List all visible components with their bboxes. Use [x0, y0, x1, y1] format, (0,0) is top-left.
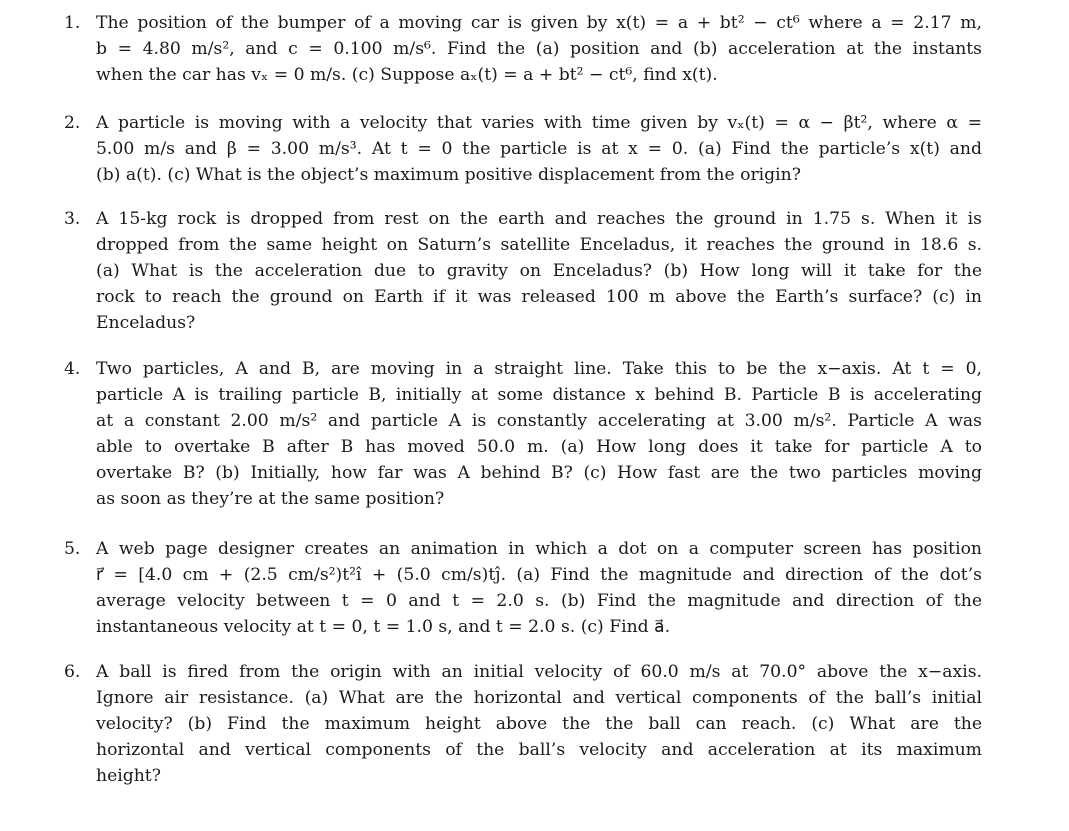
problem-2	[64, 110, 982, 188]
problem-text	[96, 659, 982, 789]
problem-line: as soon as they’re at the same position?	[96, 489, 445, 509]
problem-line: Ignore air resistance. (a) What are the horizontal and vertical components of the ball’s initial	[96, 688, 982, 708]
problem-line: (a) What is the acceleration due to gravity on Enceladus? (b) How long will it take for the	[96, 261, 982, 281]
problem-line: A ball is fired from the origin with an initial velocity of 60.0 m/s at 70.0° above the x−axis.	[96, 662, 982, 682]
problem-text	[96, 10, 982, 88]
problem-line: when the car has vₓ = 0 m/s. (c) Suppose aₓ(t) = a + bt² − ct⁶, find x(t).	[96, 65, 718, 85]
problem-line: r⃗ = [4.0 cm + (2.5 cm/s²)t²î + (5.0 cm/s)tĵ. (a) Find the magnitude and direction of the dot’s	[96, 565, 982, 585]
problem-line: (b) a(t). (c) What is the object’s maximum positive displacement from the origin?	[96, 165, 801, 185]
problem-text	[96, 110, 982, 188]
problem-line: at a constant 2.00 m/s² and particle A is constantly accelerating at 3.00 m/s². Particle A was	[96, 411, 982, 431]
problem-1	[64, 10, 982, 88]
problem-line: 5.00 m/s and β = 3.00 m/s³. At t = 0 the particle is at x = 0. (a) Find the particle’s x(t) and	[96, 139, 982, 159]
problem-line: height?	[96, 766, 161, 786]
problem-line: overtake B? (b) Initially, how far was A behind B? (c) How fast are the two particles moving	[96, 463, 982, 483]
problem-line: A web page designer creates an animation in which a dot on a computer screen has position	[96, 539, 982, 559]
problem-line: horizontal and vertical components of the ball’s velocity and acceleration at its maximum	[96, 740, 982, 760]
problem-5	[64, 536, 982, 640]
problem-line: rock to reach the ground on Earth if it was released 100 m above the Earth’s surface? (c) in	[96, 287, 982, 307]
problem-line: instantaneous velocity at t = 0, t = 1.0 s, and t = 2.0 s. (c) Find a⃗.	[96, 617, 671, 637]
problem-number: 5.	[64, 539, 81, 559]
problem-line: able to overtake B after B has moved 50.0 m. (a) How long does it take for particle A to	[96, 437, 982, 457]
problem-number: 2.	[64, 113, 81, 133]
problem-number: 6.	[64, 662, 81, 682]
problem-text	[96, 356, 982, 512]
problem-line: The position of the bumper of a moving car is given by x(t) = a + bt² − ct⁶ where a = 2.17 m,	[96, 13, 982, 33]
problem-line: A 15-kg rock is dropped from rest on the earth and reaches the ground in 1.75 s. When it is	[96, 209, 982, 229]
problem-6	[64, 659, 982, 789]
problem-number: 3.	[64, 209, 81, 229]
problem-line: A particle is moving with a velocity that varies with time given by vₓ(t) = α − βt², where α =	[96, 113, 982, 133]
problem-line: b = 4.80 m/s², and c = 0.100 m/s⁶. Find the (a) position and (b) acceleration at the instants	[96, 39, 982, 59]
problem-text	[96, 206, 982, 336]
problem-line: average velocity between t = 0 and t = 2.0 s. (b) Find the magnitude and direction of the	[96, 591, 982, 611]
problem-number: 4.	[64, 359, 81, 379]
problem-line: velocity? (b) Find the maximum height above the the ball can reach. (c) What are the	[96, 714, 982, 734]
problem-line: Enceladus?	[96, 313, 196, 333]
problem-4	[64, 356, 982, 512]
problem-line: dropped from the same height on Saturn’s satellite Enceladus, it reaches the ground in 18.6 s.	[96, 235, 982, 255]
problem-line: Two particles, A and B, are moving in a straight line. Take this to be the x−axis. At t = 0,	[96, 359, 982, 379]
problem-number: 1.	[64, 13, 81, 33]
problem-text	[96, 536, 982, 640]
problem-line: particle A is trailing particle B, initially at some distance x behind B. Particle B is accelerating	[96, 385, 982, 405]
problem-3	[64, 206, 982, 336]
